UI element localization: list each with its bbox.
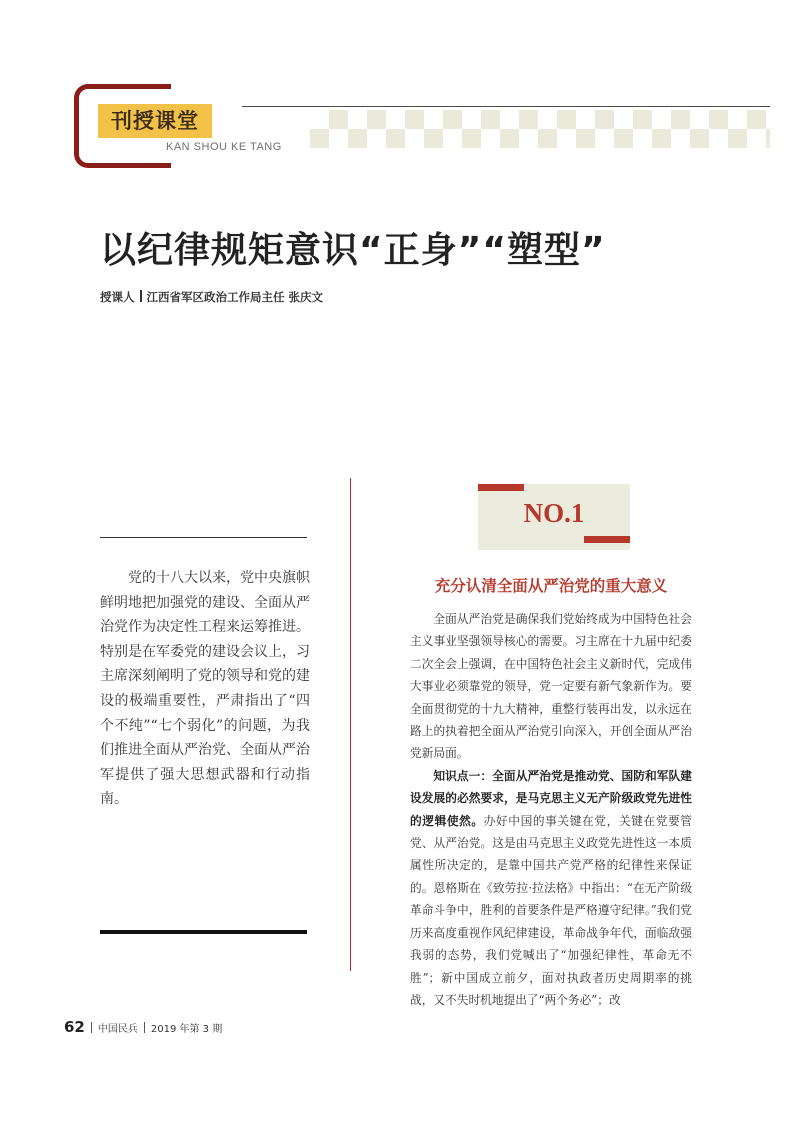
byline — [100, 289, 323, 305]
column-tag: 刊授课堂 — [98, 104, 212, 138]
lead-bottom-rule — [100, 930, 307, 934]
page-number: 62 — [64, 1018, 85, 1036]
section-body — [410, 608, 692, 1011]
issue-number: 2019 年第 3 期 — [150, 1024, 223, 1035]
footer-divider — [91, 1022, 92, 1033]
page-footer — [64, 1018, 222, 1036]
byline-label: 授课人 — [100, 290, 135, 304]
badge-accent-top — [478, 484, 524, 491]
knowledge-point-bold: 知识点一：全面从严治党是推动党、国防和军队建设发展的必然要求，是马克思主义无产阶级政党先进性的逻辑使然。 — [410, 768, 692, 828]
badge-accent-bottom — [584, 536, 630, 543]
column-divider — [350, 478, 351, 971]
body-paragraph: 全面从严治党是确保我们党始终成为中国特色社会主义事业坚强领导核心的需要。习主席在十九届中纪委二次全会上强调，在中国特色社会主义新时代，完成伟大事业必须靠党的领导，党一定要有新气象新作为。要全面贯彻党的十九大精神，重整行装再出发，以永远在路上的执着把全面从严治党引向深入，开创全面从严治党新局面。 — [410, 612, 692, 761]
column-tag-pinyin: KAN SHOU KE TANG — [166, 141, 282, 153]
magazine-name: 中国民兵 — [97, 1024, 138, 1035]
lead-top-rule — [100, 537, 307, 538]
section-heading: 充分认清全面从严治党的重大意义 — [434, 576, 668, 595]
article-title: 以纪律规矩意识“正身”“塑型” — [100, 230, 606, 271]
section-number: NO.1 — [523, 498, 585, 528]
footer-divider — [144, 1022, 145, 1033]
header-rule — [242, 106, 770, 107]
body-paragraph-knowledge-point — [410, 765, 692, 1011]
byline-author: 江西省军区政治工作局主任 张庆文 — [146, 290, 324, 304]
knowledge-point-text: 办好中国的事关键在党，关键在党要管党、从严治党。这是由马克思主义政党先进性这一本质属性所决定的，是靠中国共产党严格的纪律性来保证的。恩格斯在《致劳拉·拉法格》中指出：“在无产阶级革命斗争中，胜利的首要条件是严格遵守纪律。”我们党历来高度重视作风纪律建设，革命战争年代，面临敌强我弱的态势，我们党喊出了“加强纪律性，革命无不胜”；新中国成立前夕，面对执政者历史周期率的挑战，又不失时机地提出了“两个务必”；改 — [410, 813, 692, 1007]
lead-paragraph — [100, 566, 310, 812]
checker-pattern-decoration — [310, 110, 770, 148]
lead-text: 党的十八大以来，党中央旗帜鲜明地把加强党的建设、全面从严治党作为决定性工程来运筹推进。特别是在军委党的建设会议上，习主席深刻阐明了党的领导和党的建设的极端重要性，严肃指出了“四个不纯”“七个弱化”的问题，为我们推进全面从严治党、全面从严治军提供了强大思想武器和行动指南。 — [100, 570, 310, 808]
byline-divider — [140, 290, 142, 302]
